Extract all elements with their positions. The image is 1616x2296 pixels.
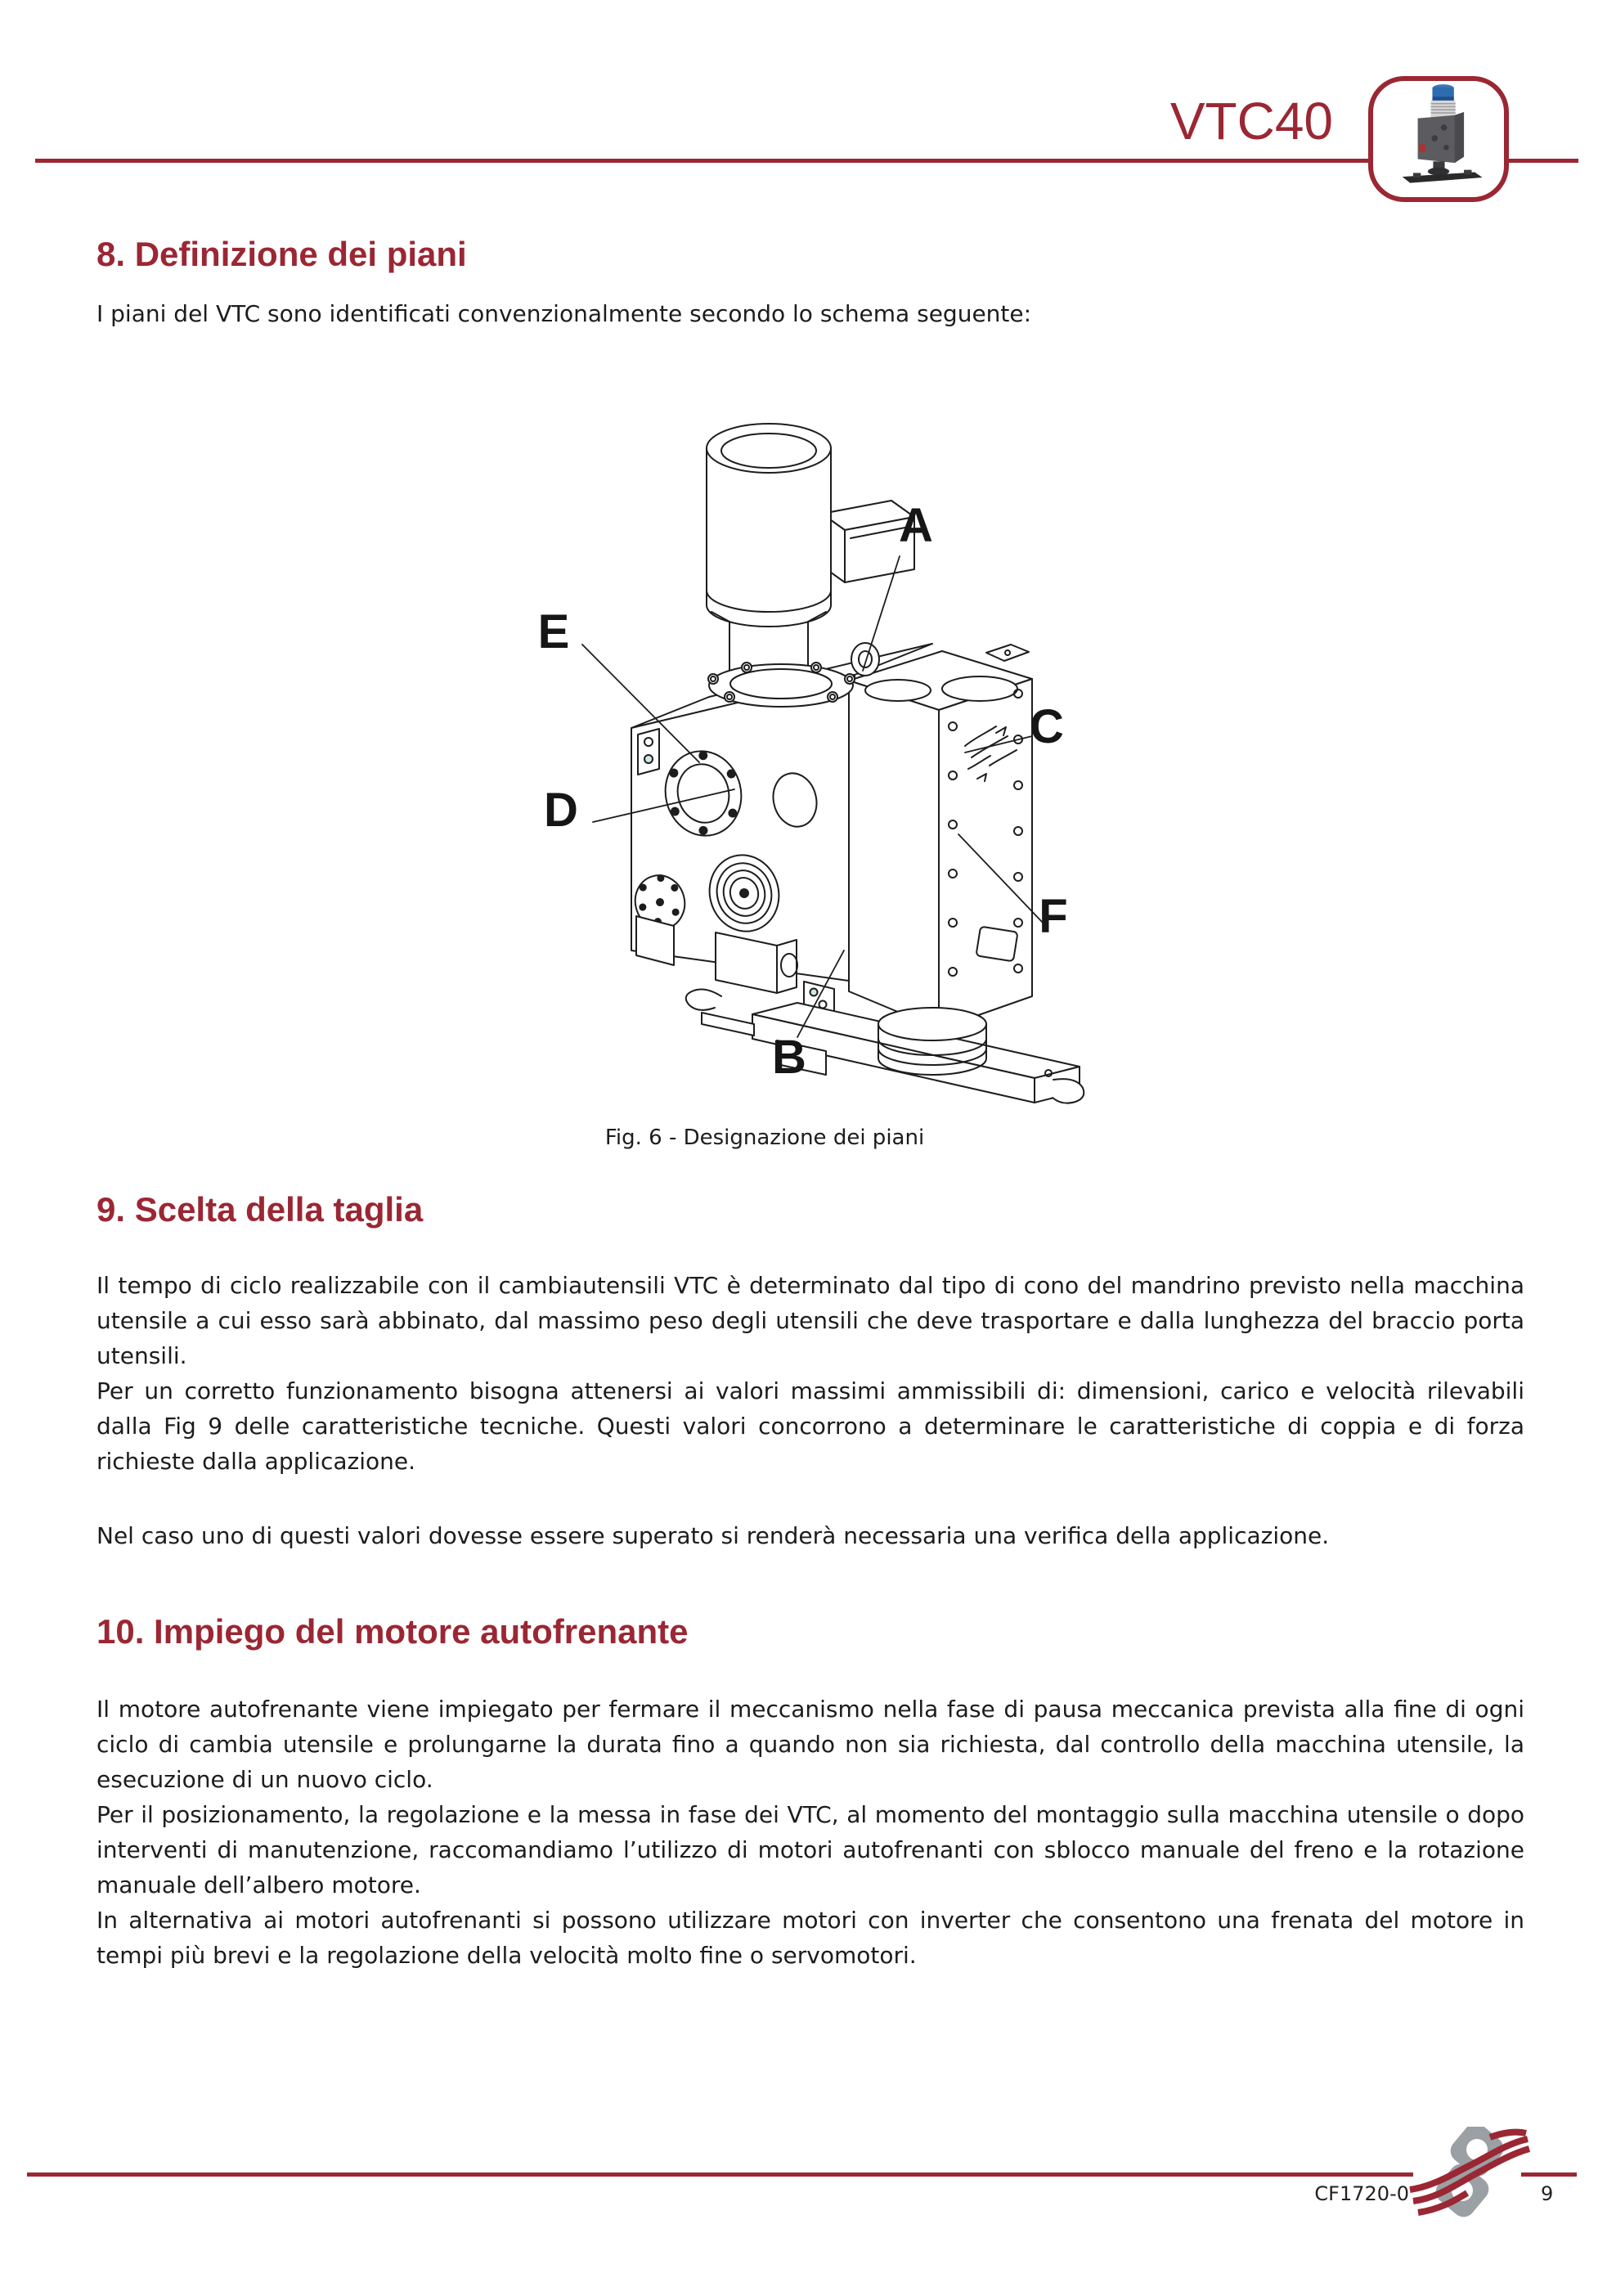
toolbox-front-face <box>849 681 939 1029</box>
motor-body <box>707 448 831 627</box>
section-10-paragraphs <box>97 1692 1524 1973</box>
header-rule-right <box>1509 159 1578 163</box>
label-f: F <box>1039 890 1068 943</box>
section-9-note <box>97 1518 1524 1553</box>
paragraph: In alternativa ai motori autofrenanti si possono utilizzare motori con inverter che consentono una frenata del motore in tempi più brevi e la regolazione della velocità molto fine o servomotori. <box>97 1907 1524 1969</box>
header-rule-left <box>35 159 1368 163</box>
top-opening-left <box>865 680 931 701</box>
label-d: D <box>544 784 578 837</box>
section-9-heading: 9. Scelta della taglia <box>97 1190 424 1229</box>
label-c: C <box>1030 700 1064 753</box>
document-code: CF1720-0 <box>1314 2182 1409 2205</box>
page-title: VTC40 <box>1169 92 1333 151</box>
label-b: B <box>772 1031 806 1084</box>
section-10-heading: 10. Impiego del motore autofrenante <box>97 1612 689 1651</box>
figure-6-drawing <box>507 409 1112 1112</box>
gripper-right <box>1053 1079 1084 1103</box>
top-small-block <box>986 645 1029 661</box>
brand-logo <box>1408 2127 1531 2218</box>
label-e: E <box>537 605 570 658</box>
gripper-left <box>686 989 721 1009</box>
eyebolt <box>851 643 879 676</box>
section-8-paragraphs <box>97 296 1524 331</box>
paragraph: Il tempo di ciclo realizzabile con il cambiautensili VTC è determinato dal tipo di cono del mandrino previsto nella macchina utensile a cui esso sarà abbinato, dal massimo peso degli utensili che deve trasportare e dalla lunghezza del braccio porta utensili. <box>97 1272 1524 1369</box>
section-8-heading: 8. Definizione dei piani <box>97 235 467 273</box>
paragraph: Per il posizionamento, la regolazione e la messa in fase dei VTC, al momento del montaggio sulla macchina utensile o dopo interventi di manutenzione, raccomandiamo l’utilizzo di motori autofrenanti con sblocco manuale del freno e la rotazione manuale dell’albero motore. <box>97 1801 1524 1898</box>
side-tab-upper <box>638 729 659 775</box>
figure-caption: Fig. 6 - Designazione dei piani <box>604 1126 925 1150</box>
header-product-box <box>1368 76 1509 202</box>
vtc-product-photo-icon <box>1373 81 1504 197</box>
footer-rule-left <box>27 2172 1413 2177</box>
label-a: A <box>899 499 933 552</box>
paragraph: Nel caso uno di questi valori dovesse essere superato si renderà necessaria una verifica della applicazione. <box>97 1522 1330 1549</box>
paragraph: Per un corretto funzionamento bisogna attenersi ai valori massimi ammissibili di: dimensioni, carico e velocità rilevabili dalla Fig 9 delle caratteristiche tecniche. Questi valori concorrono a determinare le caratteristiche di coppia e di forza richieste dalla applicazione. <box>97 1377 1524 1475</box>
top-opening-right <box>942 676 1017 701</box>
paragraph: Il motore autofrenante viene impiegato per fermare il meccanismo nella fase di pausa meccanica prevista alla fine di ogni ciclo di cambia utensile e prolungarne la durata fino a quando non sia richiesta, dal controllo della macchina utensile, la esecuzione di un nuovo ciclo. <box>97 1696 1524 1793</box>
paragraph: I piani del VTC sono identificati convenzionalmente secondo lo schema seguente: <box>97 300 1032 327</box>
page-number: 9 <box>1541 2182 1554 2205</box>
bottom-flange <box>878 1008 986 1040</box>
section-9-paragraphs <box>97 1268 1524 1479</box>
